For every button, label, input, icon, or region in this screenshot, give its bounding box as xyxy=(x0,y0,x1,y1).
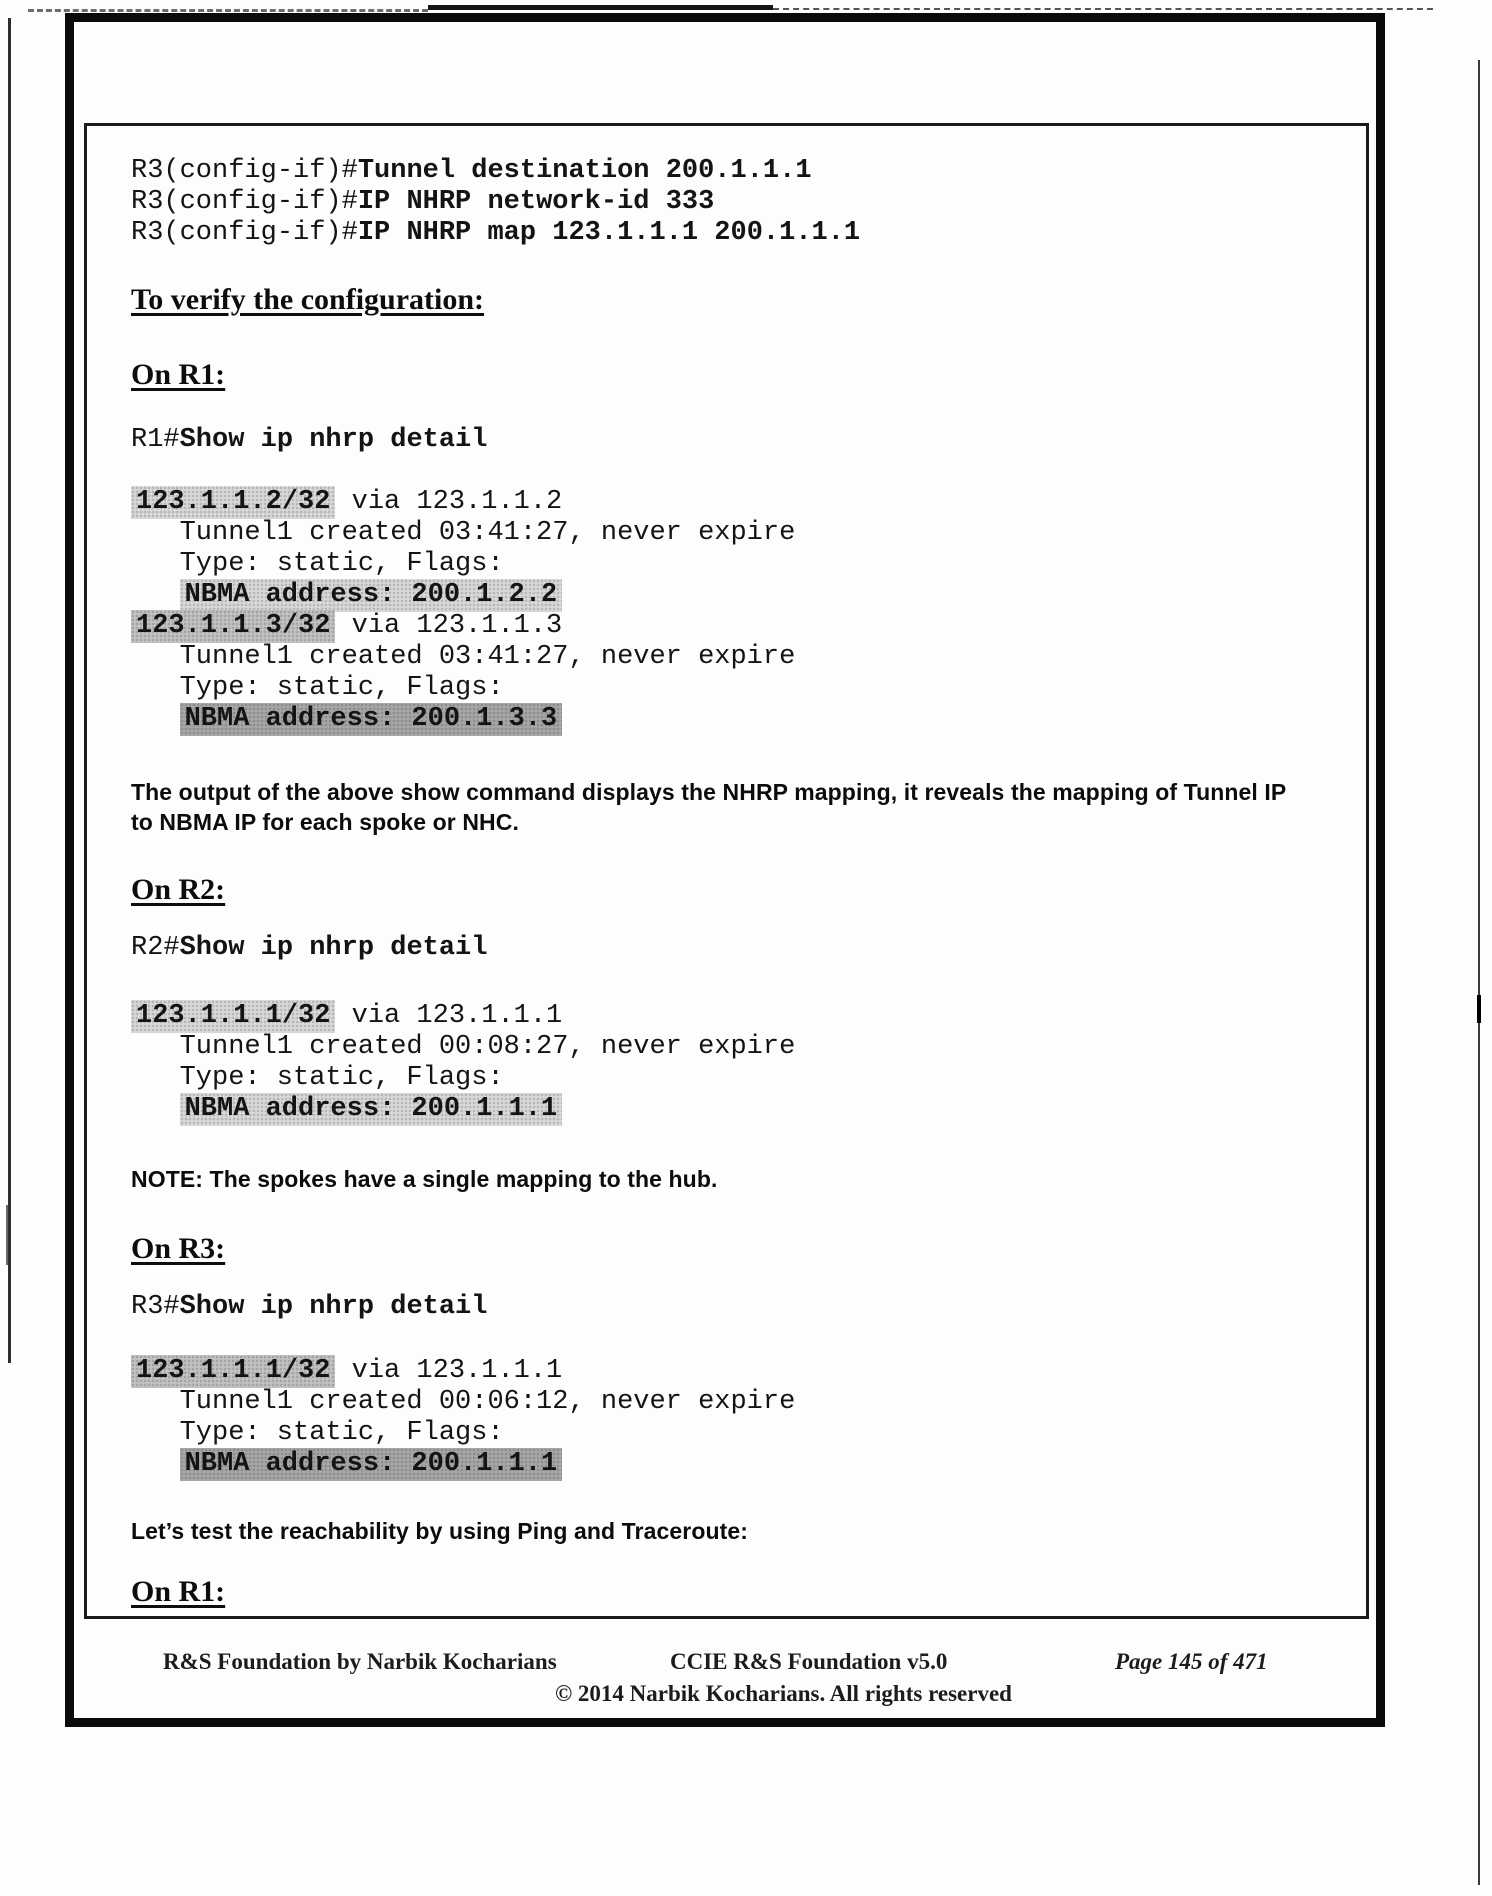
nhrp-nbma-line xyxy=(131,1449,1336,1480)
config-console-block xyxy=(131,156,1336,249)
r1-output-block xyxy=(131,487,1336,735)
nhrp-nbma-line xyxy=(131,704,1336,735)
console-prompt: R3(config-if)# xyxy=(131,187,358,217)
heading-on-r2 xyxy=(131,870,1336,910)
reachability-paragraph: Let’s test the reachability by using Ping and Traceroute: xyxy=(131,1518,749,1544)
heading-on-r3 xyxy=(131,1229,1336,1269)
scan-artifact-top-dashes-right xyxy=(773,8,1433,10)
console-command: IP NHRP network-id 333 xyxy=(357,187,715,217)
nhrp-prefix: 123.1.1.3/32 xyxy=(131,610,335,643)
scan-artifact-left-tick xyxy=(6,1205,8,1265)
scan-artifact-top-dashes-left xyxy=(28,9,428,12)
console-prompt: R3# xyxy=(131,1292,180,1322)
nhrp-nbma-address: NBMA address: 200.1.1.1 xyxy=(180,1093,563,1126)
heading-on-r3-text: On R3: xyxy=(131,1232,226,1265)
nhrp-via: via 123.1.1.1 xyxy=(351,1001,563,1031)
nhrp-nbma-address: NBMA address: 200.1.1.1 xyxy=(180,1448,563,1481)
footer-course-title: CCIE R&S Foundation v5.0 xyxy=(670,1649,948,1674)
nhrp-type-line: Type: static, Flags: xyxy=(179,673,504,703)
nhrp-nbma-line xyxy=(131,1094,1336,1125)
nhrp-entry xyxy=(131,1356,1336,1480)
nhrp-nbma-address: NBMA address: 200.1.2.2 xyxy=(180,579,563,612)
scan-artifact-top-bar xyxy=(428,5,773,10)
console-line xyxy=(131,156,1336,187)
nhrp-created-line: Tunnel1 created 00:06:12, never expire xyxy=(179,1387,796,1417)
nhrp-entry xyxy=(131,611,1336,735)
explanation-line-1: The output of the above show command displays the NHRP mapping, it reveals the mapping of Tunnel IP xyxy=(131,779,1287,805)
console-command: IP NHRP map 123.1.1.1 200.1.1.1 xyxy=(357,218,861,248)
console-line xyxy=(131,218,1336,249)
nhrp-entry-header xyxy=(131,487,1336,518)
heading-verify-text: To verify the configuration: xyxy=(131,283,485,316)
r2-output-block xyxy=(131,1001,1336,1125)
nhrp-via: via 123.1.1.2 xyxy=(351,487,563,517)
r2-show-command-line xyxy=(131,933,1336,964)
console-command: Tunnel destination 200.1.1.1 xyxy=(357,156,812,186)
heading-on-r1-bottom-text: On R1: xyxy=(131,1575,226,1608)
nhrp-created-line: Tunnel1 created 00:08:27, never expire xyxy=(179,1032,796,1062)
nhrp-entry-header xyxy=(131,1001,1336,1032)
heading-on-r1 xyxy=(131,355,1336,395)
note-paragraph: NOTE: The spokes have a single mapping to the hub. xyxy=(131,1166,718,1192)
console-command: Show ip nhrp detail xyxy=(179,425,488,455)
content-box xyxy=(84,123,1369,1619)
footer-copyright: © 2014 Narbik Kocharians. All rights reserved xyxy=(555,1681,1012,1706)
nhrp-created-line: Tunnel1 created 03:41:27, never expire xyxy=(179,518,796,548)
console-command: Show ip nhrp detail xyxy=(179,933,488,963)
r3-show-command-line xyxy=(131,1292,1336,1323)
nhrp-prefix: 123.1.1.1/32 xyxy=(131,1000,335,1033)
nhrp-prefix: 123.1.1.1/32 xyxy=(131,1355,335,1388)
explanation-line-2: to NBMA IP for each spoke or NHC. xyxy=(131,809,519,835)
heading-on-r2-text: On R2: xyxy=(131,873,226,906)
nhrp-entry-header xyxy=(131,611,1336,642)
console-prompt: R3(config-if)# xyxy=(131,218,358,248)
console-prompt: R1# xyxy=(131,425,180,455)
scan-artifact-left-line xyxy=(8,18,11,1363)
nhrp-entry-header xyxy=(131,1356,1336,1387)
heading-on-r1-text: On R1: xyxy=(131,358,226,391)
scan-artifact-right-tick xyxy=(1477,995,1481,1023)
nhrp-created-line: Tunnel1 created 03:41:27, never expire xyxy=(179,642,796,672)
nhrp-type-line: Type: static, Flags: xyxy=(179,1063,504,1093)
nhrp-type-line: Type: static, Flags: xyxy=(179,549,504,579)
heading-verify xyxy=(131,280,1336,320)
nhrp-entry xyxy=(131,487,1336,611)
console-prompt: R3(config-if)# xyxy=(131,156,358,186)
nhrp-via: via 123.1.1.3 xyxy=(351,611,563,641)
console-line xyxy=(131,187,1336,218)
nhrp-nbma-line xyxy=(131,580,1336,611)
console-command: Show ip nhrp detail xyxy=(179,1292,488,1322)
console-prompt: R2# xyxy=(131,933,180,963)
nhrp-nbma-address: NBMA address: 200.1.3.3 xyxy=(180,703,563,736)
explanation-paragraph xyxy=(131,777,1336,837)
heading-on-r1-bottom xyxy=(131,1572,1336,1612)
footer-book-title: R&S Foundation by Narbik Kocharians xyxy=(163,1649,557,1674)
nhrp-entry xyxy=(131,1001,1336,1125)
nhrp-type-line: Type: static, Flags: xyxy=(179,1418,504,1448)
r1-show-command-line xyxy=(131,425,1336,456)
nhrp-prefix: 123.1.1.2/32 xyxy=(131,486,335,519)
scan-artifact-right-line xyxy=(1478,60,1480,1885)
footer-page-number: Page 145 of 471 xyxy=(1115,1649,1268,1674)
r3-output-block xyxy=(131,1356,1336,1480)
nhrp-via: via 123.1.1.1 xyxy=(351,1356,563,1386)
